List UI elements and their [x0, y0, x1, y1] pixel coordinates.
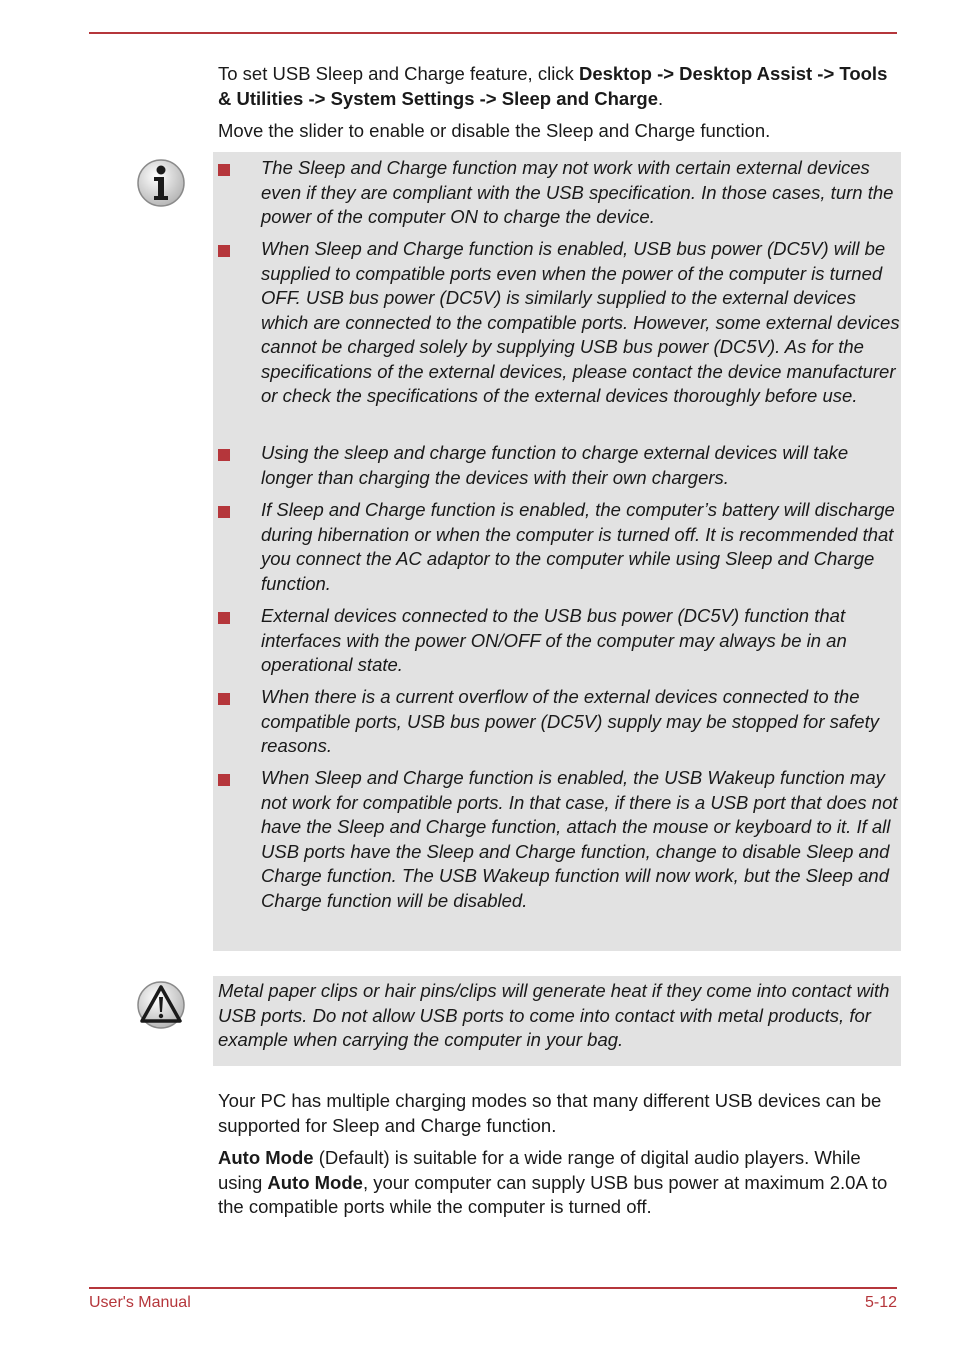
bullet-marker	[218, 612, 230, 624]
intro-text: To set USB Sleep and Charge feature, click	[218, 63, 579, 84]
page-number: 5-12	[864, 1294, 897, 1311]
warning-note-box	[213, 976, 901, 1066]
info-icon	[136, 158, 186, 208]
info-note-box	[213, 152, 901, 951]
auto-mode-text: , your computer can supply USB bus power at maximum 2.0A to the compatible ports while the computer is turned off.	[218, 1171, 888, 1217]
list-item-text: The Sleep and Charge function may not work with certain external devices even if they are compliant with the USB specification. In those cases, turn the power of the computer ON to charge the device.	[261, 157, 894, 227]
bullet-marker	[218, 693, 230, 705]
intro-paragraph	[218, 62, 898, 111]
footer-rule	[89, 1287, 897, 1289]
bullet-marker	[218, 506, 230, 518]
bullet-marker	[218, 164, 230, 176]
list-item-text: Using the sleep and charge function to charge external devices will take longer than charging the devices with their own chargers.	[261, 442, 849, 488]
menu-path: Desktop -> Desktop Assist -> Tools & Utilities -> System Settings -> Sleep and Charge	[218, 63, 888, 109]
bullet-marker	[218, 774, 230, 786]
intro-period: .	[658, 87, 664, 109]
auto-mode-text: (Default) is suitable for a wide range of digital audio players. While using	[218, 1147, 861, 1193]
auto-mode-label: Auto Mode	[218, 1147, 314, 1168]
warning-icon	[136, 980, 186, 1030]
list-item-text: When Sleep and Charge function is enabled, the USB Wakeup function may not work for compatible ports. In that case, if there is a USB port that does not have the Sleep and Charge function, attach the mouse or keyboard to it. If all USB ports have the Sleep and Charge function, change to disable Sleep and Charge function. The USB Wakeup function will now work, but the Sleep and Charge function will be disabled.	[261, 767, 898, 911]
header-rule	[89, 32, 897, 34]
auto-mode-paragraph	[218, 1146, 898, 1220]
bullet-marker	[218, 245, 230, 257]
slider-instruction: Move the slider to enable or disable the Sleep and Charge function.	[218, 120, 771, 141]
list-item-text: When there is a current overflow of the external devices connected to the compatible ports, USB bus power (DC5V) supply may be stopped for safety reasons.	[261, 686, 879, 756]
bullet-marker	[218, 449, 230, 461]
warning-text: Metal paper clips or hair pins/clips will generate heat if they come into contact with USB ports. Do not allow USB ports to come into contact with metal products, for example when carrying the computer in your bag.	[218, 980, 890, 1050]
list-item-text: When Sleep and Charge function is enabled, USB bus power (DC5V) will be supplied to compatible ports even when the power of the computer is turned OFF. USB bus power (DC5V) is similarly supplied to the external devices which are connected to the compatible ports. However, some external devices cannot be charged solely by supplying USB bus power (DC5V). As for the specifications of the external devices, please contact the device manufacturer or check the specifications of the external devices thoroughly before use.	[261, 238, 900, 406]
auto-mode-label: Auto Mode	[267, 1171, 363, 1193]
charging-modes-paragraph: Your PC has multiple charging modes so that many different USB devices can be supported for Sleep and Charge function.	[218, 1090, 882, 1136]
list-item-text: If Sleep and Charge function is enabled, the computer’s battery will discharge during hibernation or when the computer is turned off. It is recommended that you connect the AC adaptor to the computer while using Sleep and Charge function.	[261, 499, 895, 594]
footer-title: User's Manual	[89, 1294, 191, 1311]
list-item-text: External devices connected to the USB bus power (DC5V) function that interfaces with the power ON/OFF of the computer may always be in an operational state.	[261, 605, 847, 675]
